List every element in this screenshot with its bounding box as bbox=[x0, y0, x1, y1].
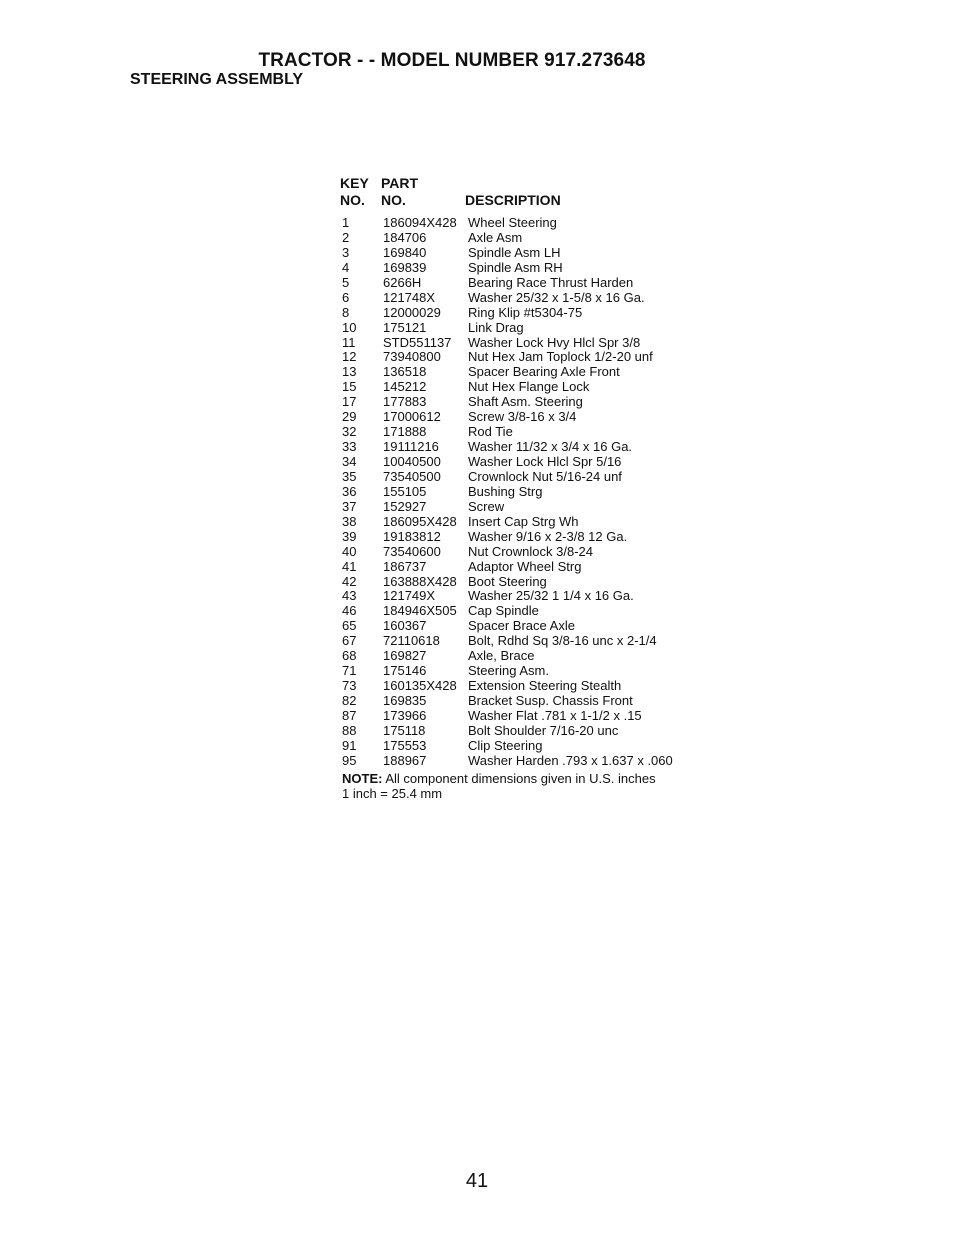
key-cell: 33 bbox=[342, 439, 357, 455]
description-cell: Screw bbox=[468, 498, 505, 514]
table-row bbox=[340, 648, 720, 663]
part-number-cell: 177883 bbox=[383, 394, 427, 410]
description-cell: Nut Crownlock 3/8-24 bbox=[468, 543, 593, 559]
part-number-cell: 175146 bbox=[383, 663, 427, 679]
part-number-cell: 12000029 bbox=[383, 304, 441, 320]
key-cell: 95 bbox=[342, 752, 357, 768]
table-row bbox=[340, 335, 720, 350]
part-number-cell: 163888X428 bbox=[383, 573, 457, 589]
description-cell: Cap Spindle bbox=[468, 603, 539, 619]
table-row bbox=[340, 305, 720, 320]
description-cell: Bearing Race Thrust Harden bbox=[468, 274, 634, 290]
key-cell: 5 bbox=[342, 274, 350, 290]
part-number-cell: 73540600 bbox=[383, 543, 441, 559]
table-row bbox=[340, 663, 720, 678]
key-cell: 10 bbox=[342, 319, 357, 335]
key-cell: 6 bbox=[342, 289, 350, 305]
description-cell: Clip Steering bbox=[468, 737, 543, 753]
key-cell: 12 bbox=[342, 349, 357, 365]
part-number-cell: 145212 bbox=[383, 379, 427, 395]
part-number-cell: 186737 bbox=[383, 558, 427, 574]
table-row bbox=[340, 290, 720, 305]
description-cell: Washer 11/32 x 3/4 x 16 Ga. bbox=[468, 439, 633, 455]
description-cell: Screw 3/8-16 x 3/4 bbox=[468, 409, 577, 425]
description-cell: Steering Asm. bbox=[468, 663, 549, 679]
table-row bbox=[340, 409, 720, 424]
key-cell: 35 bbox=[342, 468, 357, 484]
key-cell: 40 bbox=[342, 543, 357, 559]
part-number-cell: 160367 bbox=[383, 618, 427, 634]
part-number-cell: 17000612 bbox=[383, 409, 441, 425]
table-row bbox=[340, 394, 720, 409]
part-number-cell: 173966 bbox=[383, 707, 427, 723]
key-cell: 39 bbox=[342, 528, 357, 544]
part-number-cell: 136518 bbox=[383, 364, 427, 380]
table-row bbox=[340, 529, 720, 544]
table-row bbox=[340, 693, 720, 708]
description-cell: Axle Asm bbox=[468, 229, 523, 245]
description-cell: Boot Steering bbox=[468, 573, 547, 589]
part-number-cell: 186094X428 bbox=[383, 215, 457, 230]
table-row bbox=[340, 633, 720, 648]
description-cell: Insert Cap Strg Wh bbox=[468, 513, 579, 529]
description-cell: Nut Hex Jam Toplock 1/2-20 unf bbox=[468, 349, 653, 365]
key-cell: 82 bbox=[342, 693, 357, 708]
part-number-cell: 19111216 bbox=[383, 439, 439, 455]
note-label: NOTE: bbox=[342, 770, 383, 786]
section-title: STEERING ASSEMBLY bbox=[130, 71, 304, 88]
description-cell: Link Drag bbox=[468, 319, 524, 335]
table-row bbox=[340, 260, 720, 275]
description-cell: Washer 25/32 x 1-5/8 x 16 Ga. bbox=[468, 289, 645, 305]
key-cell: 38 bbox=[342, 513, 357, 529]
part-number-cell: 186095X428 bbox=[383, 513, 457, 529]
table-row bbox=[340, 439, 720, 454]
table-row bbox=[340, 678, 720, 693]
description-cell: Bolt, Rdhd Sq 3/8-16 unc x 2-1/4 bbox=[468, 633, 657, 649]
part-number-cell: 171888 bbox=[383, 424, 427, 440]
description-cell: Nut Hex Flange Lock bbox=[468, 379, 590, 395]
part-number-cell: 121748X bbox=[383, 289, 436, 305]
part-number-cell: 184706 bbox=[383, 229, 427, 245]
key-cell: 4 bbox=[342, 259, 350, 275]
table-row bbox=[340, 349, 720, 364]
part-number-cell: STD551137 bbox=[383, 334, 452, 350]
part-number-cell: 169839 bbox=[383, 259, 427, 275]
table-row bbox=[340, 484, 720, 499]
table-row bbox=[340, 588, 720, 603]
description-cell: Bolt Shoulder 7/16-20 unc bbox=[468, 722, 619, 738]
note bbox=[342, 771, 720, 801]
part-number-cell: 73540500 bbox=[383, 468, 441, 484]
table-row bbox=[340, 618, 720, 633]
key-cell: 73 bbox=[342, 678, 357, 694]
description-cell: Axle, Brace bbox=[468, 648, 535, 664]
table-row bbox=[340, 379, 720, 394]
part-number-cell: 121749X bbox=[383, 588, 436, 604]
description-cell: Bushing Strg bbox=[468, 483, 543, 499]
key-cell: 43 bbox=[342, 588, 357, 604]
table-row bbox=[340, 454, 720, 469]
part-number-cell: 72110618 bbox=[383, 633, 440, 649]
description-cell: Washer Flat .781 x 1-1/2 x .15 bbox=[468, 707, 642, 723]
part-number-cell: 175121 bbox=[383, 319, 427, 335]
key-cell: 87 bbox=[342, 707, 357, 723]
table-row bbox=[340, 320, 720, 335]
part-number-cell: 10040500 bbox=[383, 454, 441, 469]
description-cell: Washer 9/16 x 2-3/8 12 Ga. bbox=[468, 528, 628, 544]
key-header-line2: NO. bbox=[340, 192, 365, 208]
description-cell: Spacer Bearing Axle Front bbox=[468, 364, 620, 380]
table-row bbox=[340, 574, 720, 589]
description-cell: Bracket Susp. Chassis Front bbox=[468, 693, 633, 708]
description-cell: Rod Tie bbox=[468, 424, 513, 440]
description-cell: Spindle Asm RH bbox=[468, 259, 563, 275]
key-cell: 13 bbox=[342, 364, 357, 380]
key-cell: 46 bbox=[342, 603, 357, 619]
key-cell: 3 bbox=[342, 244, 350, 260]
description-cell: Extension Steering Stealth bbox=[468, 678, 622, 694]
key-cell: 91 bbox=[342, 737, 357, 753]
parts-rows bbox=[340, 215, 720, 768]
description-cell: Washer 25/32 1 1/4 x 16 Ga. bbox=[468, 588, 634, 604]
table-row bbox=[340, 514, 720, 529]
description-cell: Adaptor Wheel Strg bbox=[468, 558, 582, 574]
description-cell: Washer Harden .793 x 1.637 x .060 bbox=[468, 752, 673, 768]
key-cell: 41 bbox=[342, 558, 357, 574]
part-number-cell: 175553 bbox=[383, 737, 427, 753]
key-cell: 34 bbox=[342, 454, 357, 469]
page-number: 41 bbox=[465, 1170, 489, 1192]
description-cell: Spacer Brace Axle bbox=[468, 618, 575, 634]
table-row bbox=[340, 738, 720, 753]
description-header: DESCRIPTION bbox=[465, 192, 561, 208]
part-number-cell: 175118 bbox=[383, 722, 426, 738]
page-title: TRACTOR - - MODEL NUMBER 917.273648 bbox=[258, 50, 646, 71]
key-cell: 2 bbox=[342, 229, 350, 245]
key-cell: 36 bbox=[342, 483, 357, 499]
part-number-cell: 19183812 bbox=[383, 528, 441, 544]
part-number-cell: 169827 bbox=[383, 648, 427, 664]
key-cell: 88 bbox=[342, 722, 357, 738]
key-cell: 68 bbox=[342, 648, 357, 664]
note-text: All component dimensions given in U.S. inches bbox=[382, 770, 656, 786]
key-cell: 17 bbox=[342, 394, 357, 410]
key-header-line1: KEY bbox=[340, 175, 369, 191]
table-row bbox=[340, 364, 720, 379]
table-row bbox=[340, 544, 720, 559]
part-number-cell: 169840 bbox=[383, 244, 427, 260]
table-row bbox=[340, 499, 720, 514]
part-number-cell: 73940800 bbox=[383, 349, 441, 365]
description-cell: Spindle Asm LH bbox=[468, 244, 561, 260]
key-cell: 15 bbox=[342, 379, 357, 395]
key-cell: 1 bbox=[342, 215, 350, 230]
part-number-cell: 152927 bbox=[383, 498, 427, 514]
table-row bbox=[340, 215, 720, 230]
key-cell: 67 bbox=[342, 633, 357, 649]
description-cell: Washer Lock Hlcl Spr 5/16 bbox=[468, 454, 622, 469]
part-header-line1: PART bbox=[381, 175, 419, 191]
key-cell: 32 bbox=[342, 424, 357, 440]
table-row bbox=[340, 603, 720, 618]
table-row bbox=[340, 753, 720, 768]
parts-list bbox=[340, 175, 720, 801]
part-number-cell: 155105 bbox=[383, 483, 427, 499]
table-row bbox=[340, 723, 720, 738]
description-cell: Wheel Steering bbox=[468, 215, 557, 230]
part-number-cell: 169835 bbox=[383, 693, 427, 708]
key-cell: 42 bbox=[342, 573, 357, 589]
conversion-text: 1 inch = 25.4 mm bbox=[342, 785, 443, 801]
description-cell: Ring Klip #t5304-75 bbox=[468, 304, 583, 320]
key-cell: 71 bbox=[342, 663, 357, 679]
key-cell: 65 bbox=[342, 618, 357, 634]
description-cell: Crownlock Nut 5/16-24 unf bbox=[468, 468, 622, 484]
table-row bbox=[340, 230, 720, 245]
key-cell: 11 bbox=[342, 334, 356, 350]
description-cell: Washer Lock Hvy Hlcl Spr 3/8 bbox=[468, 334, 641, 350]
parts-list-header bbox=[340, 175, 720, 215]
table-row bbox=[340, 469, 720, 484]
table-row bbox=[340, 559, 720, 574]
description-cell: Shaft Asm. Steering bbox=[468, 394, 583, 410]
part-header-line2: NO. bbox=[381, 192, 406, 208]
part-number-cell: 6266H bbox=[383, 274, 422, 290]
table-row bbox=[340, 245, 720, 260]
table-row bbox=[340, 708, 720, 723]
key-cell: 8 bbox=[342, 304, 350, 320]
table-row bbox=[340, 424, 720, 439]
key-cell: 29 bbox=[342, 409, 357, 425]
part-number-cell: 160135X428 bbox=[383, 678, 457, 694]
part-number-cell: 184946X505 bbox=[383, 603, 457, 619]
table-row bbox=[340, 275, 720, 290]
part-number-cell: 188967 bbox=[383, 752, 427, 768]
key-cell: 37 bbox=[342, 498, 357, 514]
